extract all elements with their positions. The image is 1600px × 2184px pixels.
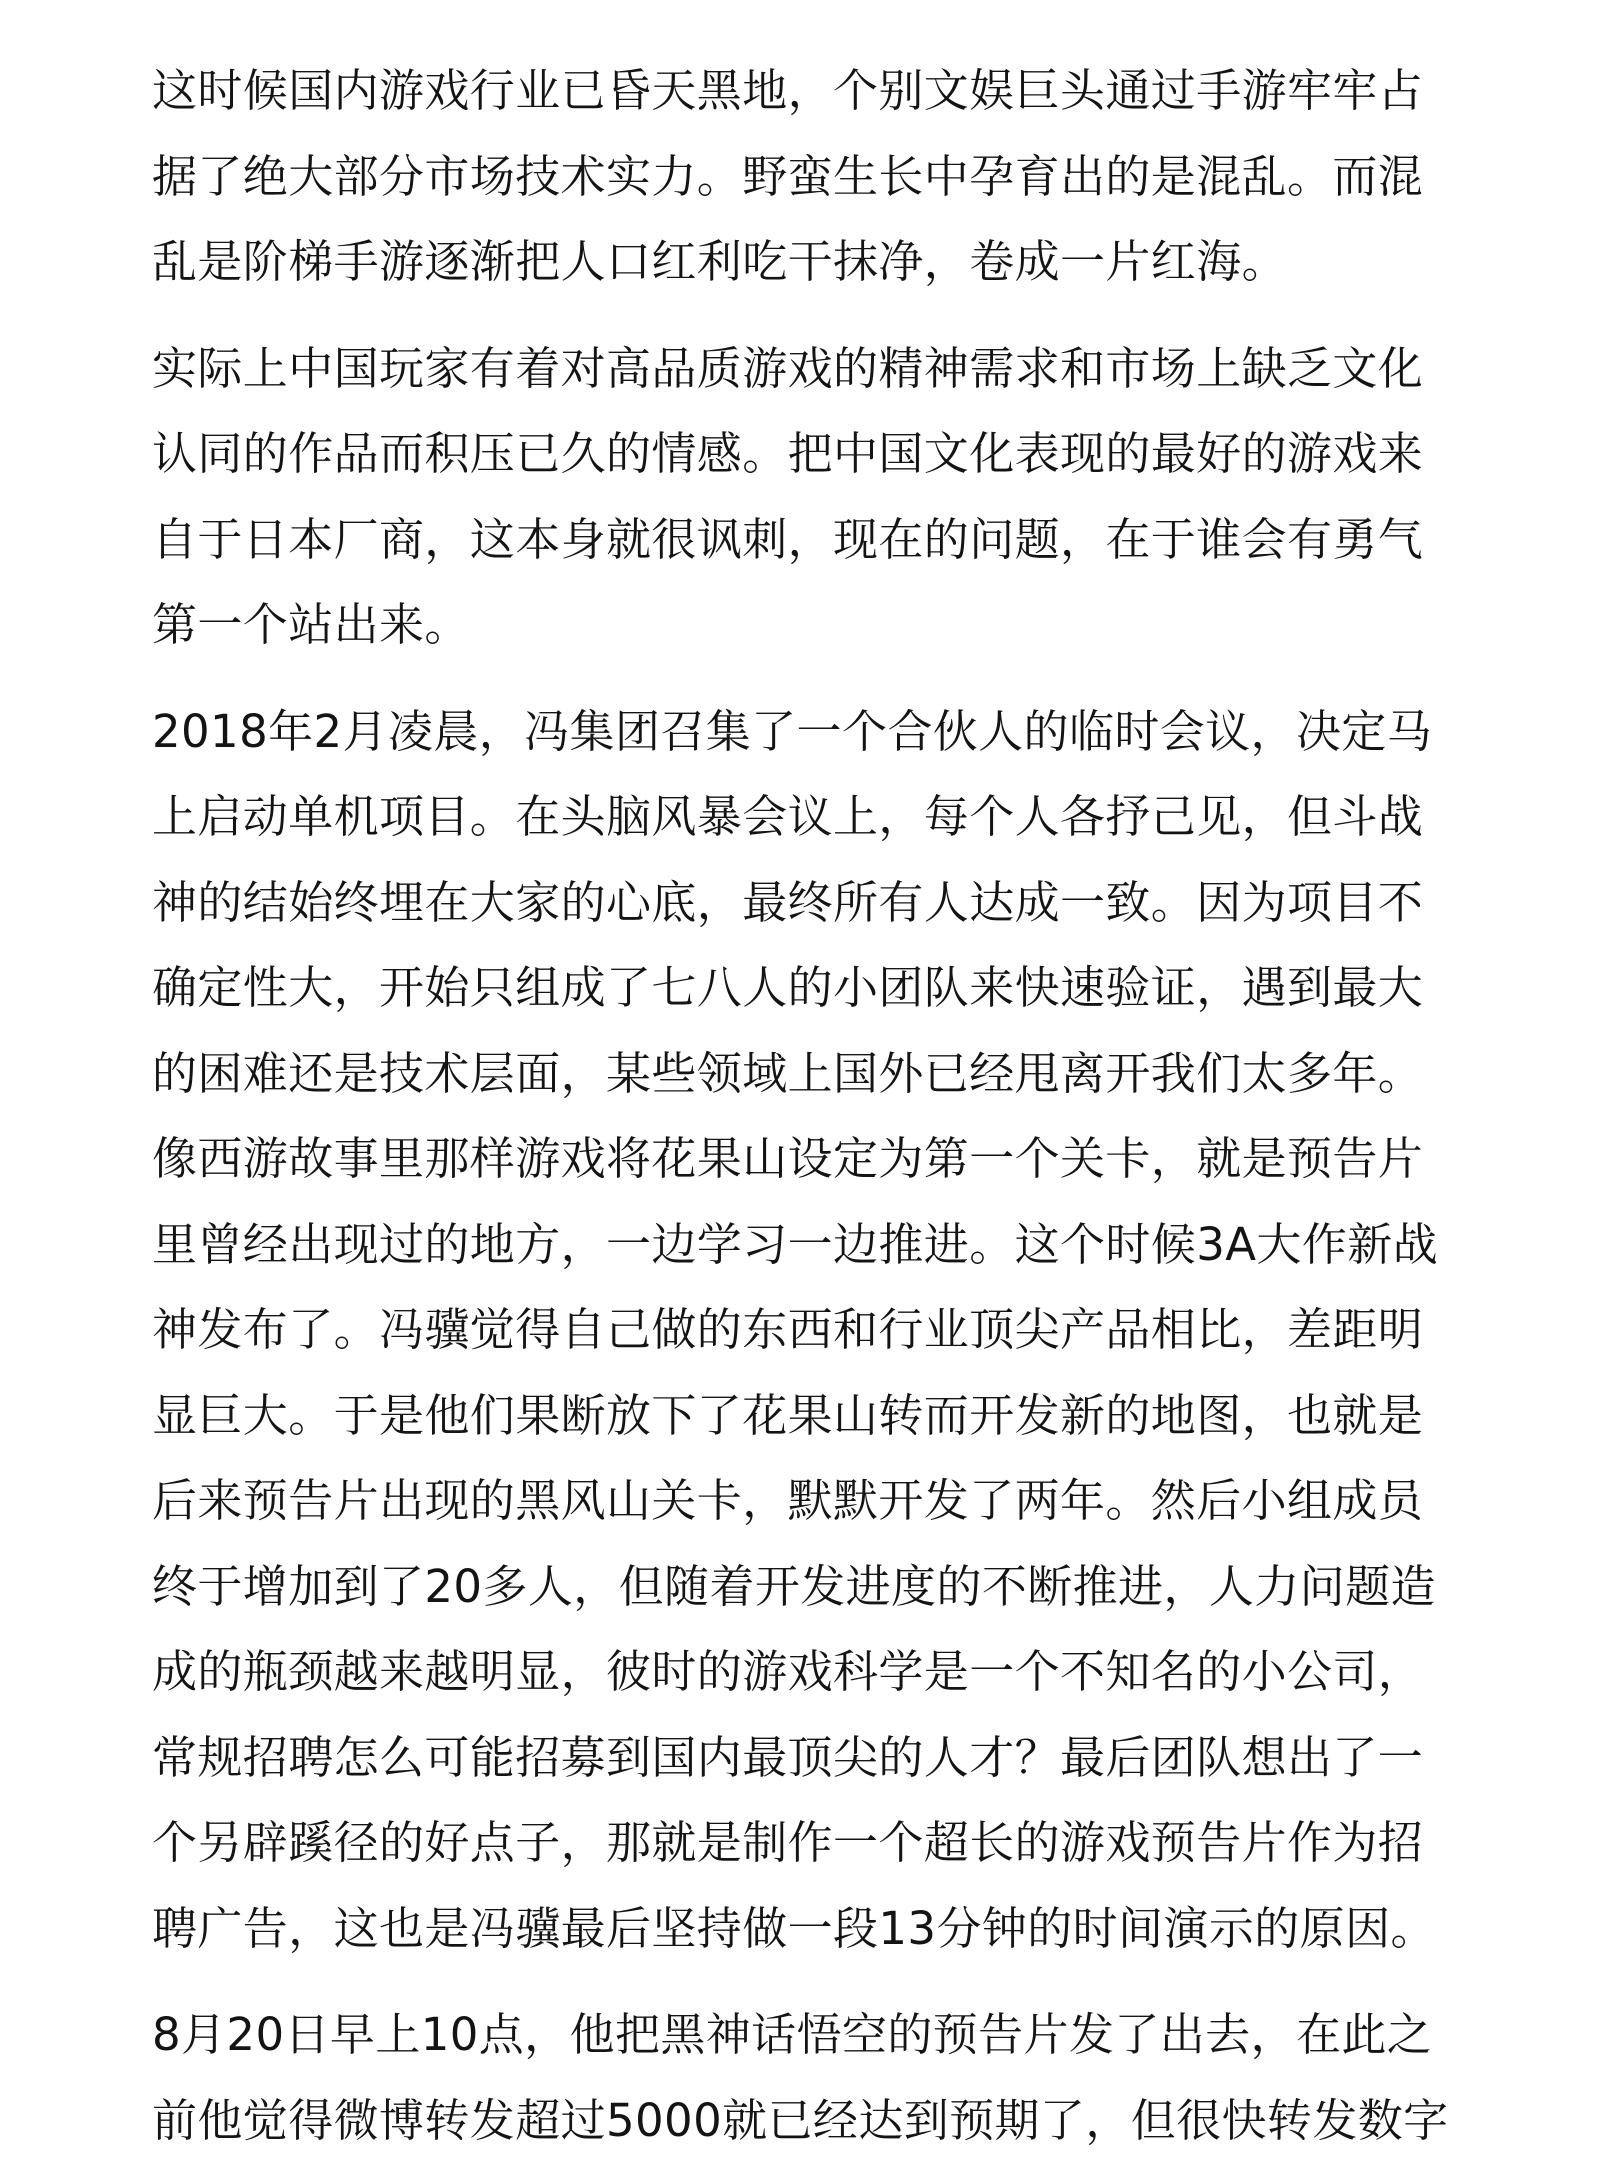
text-line: 实际上中国玩家有着对高品质游戏的精神需求和市场上缺乏文化 — [152, 341, 1424, 395]
paragraph-4 — [152, 1992, 1452, 2163]
text-line: 显巨大。于是他们果断放下了花果山转而开发新的地图，也就是 — [152, 1388, 1424, 1442]
text-line: 终于增加到了20多人，但随着开发进度的不断推进，人力问题造 — [152, 1559, 1436, 1613]
text-line: 个另辟蹊径的好点子，那就是制作一个超长的游戏预告片作为招 — [152, 1816, 1424, 1869]
text-line: 神的结始终埋在大家的心底，最终所有人达成一致。因为项目不 — [152, 875, 1424, 929]
paragraph-3 — [152, 689, 1452, 1972]
text-line: 聘广告，这也是冯骥最后坚持做一段13分钟的时间演示的原因。 — [152, 1901, 1436, 1955]
text-line: 认同的作品而积压已久的情感。把中国文化表现的最好的游戏来 — [152, 427, 1424, 480]
text-line: 第一个站出来。 — [152, 598, 470, 651]
text-line: 前他觉得微博转发超过5000就已经达到预期了，但很快转发数字 — [152, 2093, 1449, 2147]
text-line: 乱是阶梯手游逐渐把人口红利吃干抹净，卷成一片红海。 — [152, 235, 1288, 288]
text-line: 常规招聘怎么可能招募到国内最顶尖的人才？最后团队想出了一 — [152, 1730, 1424, 1784]
text-line: 像西游故事里那样游戏将花果山设定为第一个关卡，就是预告片 — [152, 1132, 1424, 1185]
paragraph-2 — [152, 326, 1452, 668]
paragraph-1 — [152, 48, 1452, 305]
text-line: 8月20日早上10点，他把黑神话悟空的预告片发了出去，在此之 — [152, 2008, 1433, 2061]
text-line: 的困难还是技术层面，某些领域上国外已经甩离开我们太多年。 — [152, 1046, 1424, 1100]
text-line: 后来预告片出现的黑风山关卡，默默开发了两年。然后小组成员 — [152, 1474, 1424, 1527]
text-line: 自于日本厂商，这本身就很讽刺，现在的问题，在于谁会有勇气 — [152, 512, 1424, 566]
text-line: 里曾经出现过的地方，一边学习一边推进。这个时候3A大作新战 — [152, 1217, 1439, 1271]
text-line: 2018年2月凌晨，冯集团召集了一个合伙人的临时会议，决定马 — [152, 704, 1433, 758]
text-line: 成的瓶颈越来越明显，彼时的游戏科学是一个不知名的小公司， — [152, 1645, 1424, 1698]
text-line: 确定性大，开始只组成了七八人的小团队来快速验证，遇到最大 — [152, 961, 1424, 1014]
text-line: 这时候国内游戏行业已昏天黑地，个别文娱巨头通过手游牢牢占 — [152, 64, 1424, 117]
text-line: 据了绝大部分市场技术实力。野蛮生长中孕育出的是混乱。而混 — [152, 149, 1424, 203]
text-line: 上启动单机项目。在头脑风暴会议上，每个人各抒己见，但斗战 — [152, 790, 1424, 843]
text-line: 神发布了。冯骥觉得自己做的东西和行业顶尖产品相比，差距明 — [152, 1303, 1424, 1356]
article-body — [152, 48, 1452, 2184]
